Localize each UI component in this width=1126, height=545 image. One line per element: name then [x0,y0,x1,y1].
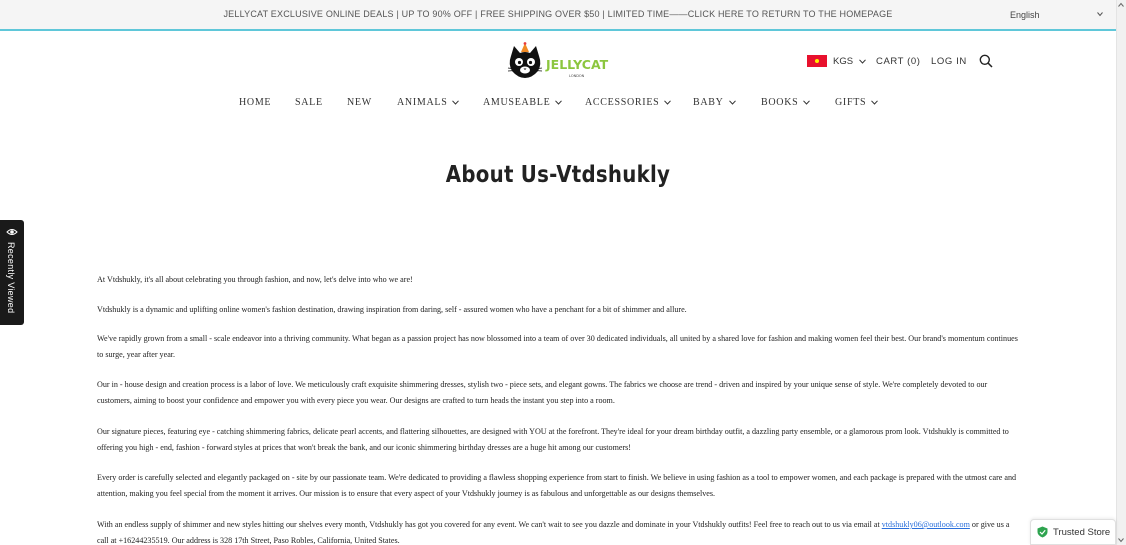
chevron-down-icon [859,59,866,64]
page-title: About Us-Vtdshukly [445,162,671,188]
login-link[interactable]: LOG IN [931,56,967,67]
nav-item-sale[interactable]: SALE [295,97,323,108]
eye-icon [6,226,18,238]
paragraph: At Vtdshukly, it's all about celebrating you through fashion, and now, let's delve into who we are! [97,275,413,284]
chevron-down-icon [664,100,671,105]
nav-item-amuseable[interactable]: AMUSEABLE [483,97,562,108]
announcement-bar[interactable] [0,0,1116,31]
currency-code: KGS [833,55,854,67]
recently-viewed-tab[interactable] [0,220,24,325]
language-selector[interactable]: English [1010,10,1040,20]
email-link[interactable]: vtdshukly06@outlook.com [881,520,970,529]
currency-selector[interactable] [807,55,866,67]
trusted-store-badge[interactable] [1030,519,1116,545]
nav-item-baby[interactable]: BABY [693,97,736,108]
recently-viewed-label: Recently Viewed [6,242,16,314]
nav-item-books[interactable]: BOOKS [761,97,810,108]
search-icon[interactable] [979,54,993,68]
chevron-down-icon [871,100,878,105]
nav-item-new[interactable]: NEW [347,97,372,108]
chevron-down-icon[interactable] [1097,11,1103,17]
page-scrollbar[interactable] [1116,0,1126,545]
paragraph: Our signature pieces, featuring eye - catching shimmering fabrics, delicate pearl accents, and flattering silhouettes, are designed with YOU at the forefront. They're ideal for your dream birthday outfit, a dazzling party ensemble, or a glamorous prom look. Vtdshukly is committed to offering you high - end, fashion - forward styles at prices that won't break the bank, and our iconic shimmering birthday dresses are a huge hit among our customers! [97,427,1009,452]
chevron-down-icon [555,100,562,105]
paragraph: With an endless supply of shimmer and new styles hitting our shelves every month, Vtdshukly has got you covered for any event. We can't wait to see you dazzle and dominate in your Vtdshukly outfits! Feel free to reach out to us via email at vtdshukly06@outlook.com or give us a call at +16244235519. Our address is 328 17th Street, Paso Robles, California, United States. [97,520,1010,545]
logo-subtext: LONDON [569,74,585,78]
paragraph: Every order is carefully selected and elegantly packaged on - site by our passionate team. We're dedicated to providing a flawless shopping experience from start to finish. We believe in using fashion as a tool to empower women, and each package is prepared with the utmost care and attention, making you feel special from the moment it arrives. Our mission is to ensure that every aspect of your Vtdshukly journey is as fabulous and unforgettable as our designs themselves. [97,473,1017,498]
paragraph: Vtdshukly is a dynamic and uplifting online women's fashion destination, drawing inspiration from daring, self - assured women who have a penchant for a bit of shimmer and allure. [97,305,687,314]
chevron-down-icon [729,100,736,105]
nav-item-animals[interactable]: ANIMALS [397,97,459,108]
cart-link[interactable]: CART (0) [876,56,921,67]
scroll-up-arrow-icon[interactable] [1118,2,1124,8]
trusted-store-label: Trusted Store [1053,526,1111,538]
announcement-text[interactable]: JELLYCAT EXCLUSIVE ONLINE DEALS | UP TO 90% OFF | FREE SHIPPING OVER $50 | LIMITED TIME——CLICK HERE TO RETURN TO THE HOMEPAGE [223,9,893,19]
nav-item-accessories[interactable]: ACCESSORIES [585,97,671,108]
chevron-down-icon [452,100,459,105]
jellycat-logo[interactable] [505,42,613,82]
paragraph: Our in - house design and creation process is a labor of love. We meticulously craft exquisite shimmering dresses, stylish two - piece sets, and elegant gowns. The fabrics we choose are trend - driven and inspired by your unique sense of style. We're completely devoted to our customers, aiming to boost your confidence and empower you with every piece you wear. Our designs are crafted to turn heads the instant you step into a room. [97,380,988,405]
chevron-down-icon [803,100,810,105]
kyrgyzstan-flag-icon [807,55,827,67]
logo-wordmark: JELLYCAT [546,57,609,72]
paragraph: We've rapidly grown from a small - scale endeavor into a thriving community. What began as a passion project has now blossomed into a team of over 30 dedicated individuals, all united by a shared love for fashion and making women feel their best. Our brand's momentum continues to surge, year after year. [97,334,1018,359]
nav-item-home[interactable]: HOME [239,97,272,108]
nav-item-gifts[interactable]: GIFTS [835,97,878,108]
shield-check-icon [1037,526,1048,538]
scroll-down-arrow-icon[interactable] [1118,537,1124,543]
main-navigation [0,97,1116,111]
